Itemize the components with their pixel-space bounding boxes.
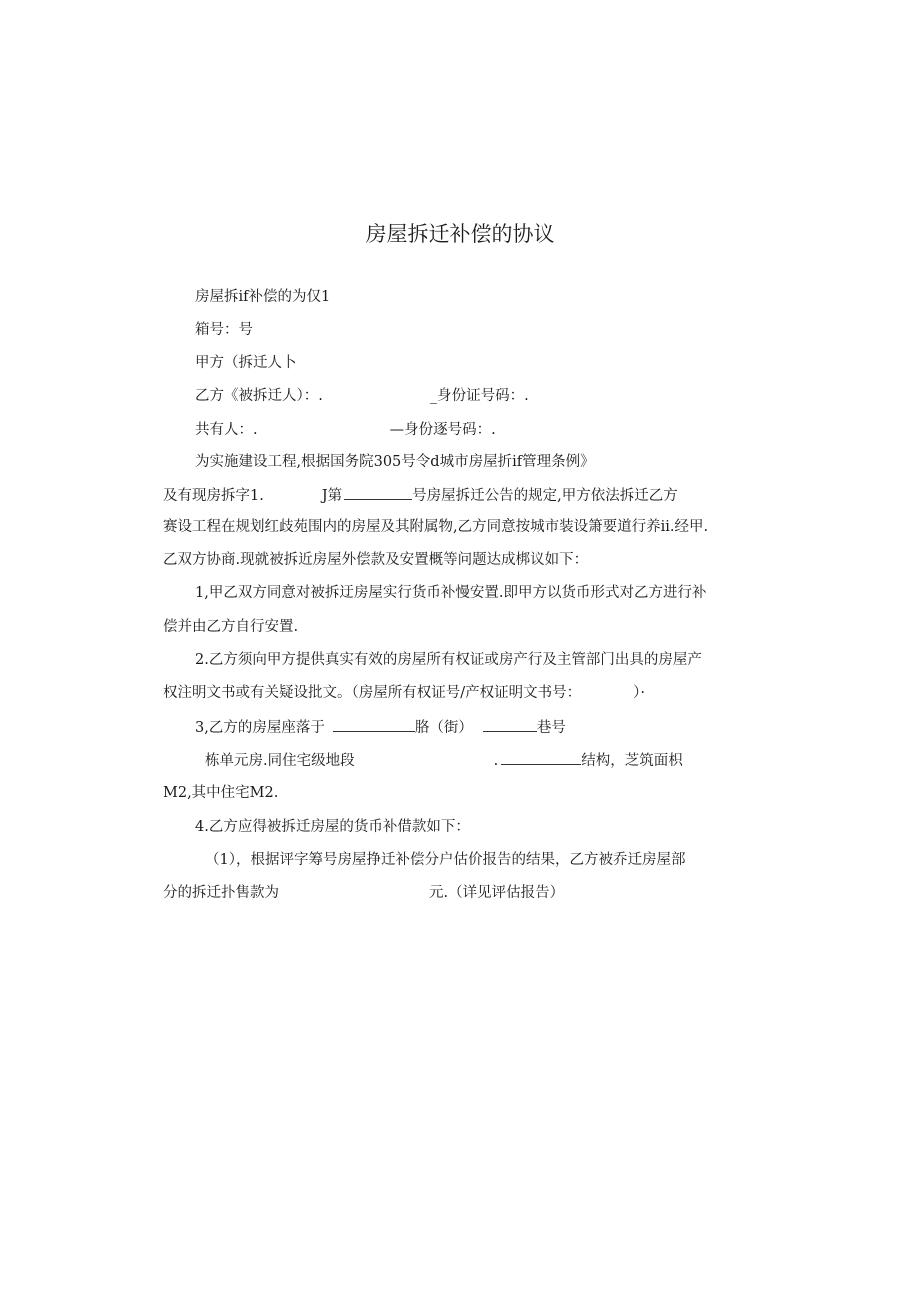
paragraph-1-line-2 (163, 485, 678, 506)
clause-4-line-1: 4.乙方应得被拆迁房屋的货币补借款如下： (195, 819, 470, 835)
co-owner-line (195, 420, 496, 440)
announcement-number-blank (344, 485, 412, 500)
building-label: 栋单元房.同住宅级地段 (205, 753, 355, 769)
reference-prefix: 及有现房拆字1. (163, 488, 264, 504)
road-label: 胳（街） (414, 720, 473, 736)
structure-blank (501, 750, 581, 765)
compensation-unit: 元.（详见评估报告） (429, 885, 565, 901)
certificate-close: ）· (633, 685, 645, 701)
certificate-label: 权注明文书或有关疑设批文。（房屋所有权证号/产权证明文书号： (163, 685, 582, 701)
clause-3-line-2 (205, 750, 683, 771)
document-title: 房屋拆迁补偿的协议 (365, 222, 555, 246)
document-subtitle: 房屋拆if补偿的为仅1 (195, 289, 331, 305)
party-b-line (195, 386, 529, 406)
party-b-label: 乙方《被拆迁人）：. (195, 388, 323, 404)
party-b-id-label: _身份证号码：. (429, 388, 529, 404)
structure-label: 结构，芝筑面枳 (581, 753, 683, 769)
paragraph-1-line-3: 赛设工程在规划红歧苑围内的房屋及其附属物,乙方同意按城市装设箫要道行养ii.经甲. (163, 519, 709, 535)
road-blank (333, 717, 415, 732)
clause-4-sub-1-line-1: （1），根据评字筹号房屋挣迁补偿分户估价报告的结果，乙方被乔迁房屋部 (205, 852, 686, 868)
clause-1-line-2: 偿并由乙方自行安置. (163, 619, 299, 635)
compensation-label: 分的拆迁扑售款为 (163, 885, 279, 901)
location-label: 3,乙方的房屋座落于 (195, 720, 325, 736)
clause-3-line-3: M2,其中住宅M2. (163, 785, 279, 801)
lane-blank (483, 717, 537, 732)
reference-number: J第 (321, 488, 343, 504)
clause-3-line-1 (195, 717, 566, 738)
lane-label: 巷号 (536, 720, 566, 736)
clause-1-line-1: 1,甲乙双方同意对被拆迂房屋实行货币补慢安置.即甲方以货币形式对乙方进行补 (195, 585, 707, 601)
co-owner-label: 共有人：. (195, 422, 258, 438)
number-line: 箱号：号 (195, 322, 253, 338)
paragraph-1-line-4: 乙双方协商.现就被拆近房屋外偿款及安置概等问题达成梆议如下： (163, 552, 589, 568)
party-a-line: 甲方（拆迁人卜 (195, 355, 297, 371)
paragraph-1-line-1: 为实施建设工程,根据国务院305号令d城市房屋折if管理条例》 (195, 454, 595, 470)
clause-4-sub-1-line-2 (163, 883, 564, 903)
clause-2-line-1: 2.乙方须向甲方提供真实有效的房屋所有权证或房产行及主管部门出具的房屋产 (195, 652, 702, 668)
clause-2-line-2 (163, 683, 645, 703)
reference-suffix: 号房屋拆迁公告的规定,甲方依法拆迁乙方 (412, 488, 678, 504)
co-owner-id-label: —身份逐号码：. (389, 422, 496, 438)
section-dot: . (493, 753, 499, 769)
